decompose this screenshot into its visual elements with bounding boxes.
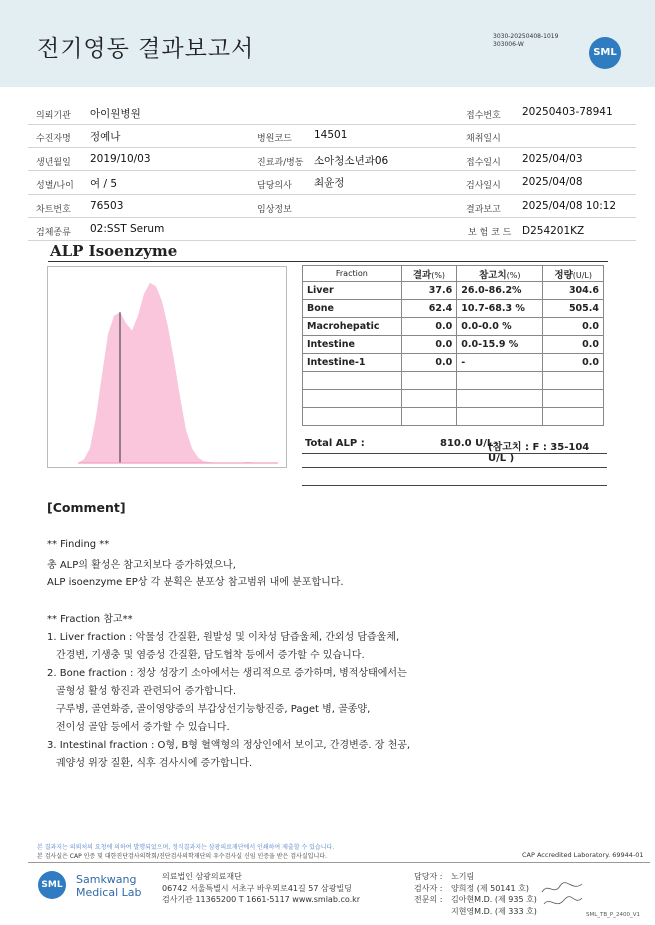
comment-line: 구루병, 골연화증, 골이영양증의 부갑상선기능항진증, Paget 병, 골종양, (56, 704, 371, 715)
fraction-name: Intestine-1 (303, 354, 402, 372)
report-date-label: 결과보고 (466, 205, 501, 215)
comment-line: 3. Intestinal fraction : O형, B형 혈액형의 정상인에서 보이고, 간경변증. 장 천공, (47, 740, 411, 751)
fraction-quantity: 304.6 (543, 282, 604, 300)
hospital-code-label: 병원코드 (257, 134, 292, 144)
footer-notice-2: 본 검사실은 CAP 인증 및 대한진단검사의학회/진단검사의학재단의 우수검사실 신임 인증을 받은 검사실입니다. (37, 853, 327, 860)
test-date-label: 검사일시 (466, 181, 501, 191)
cap-accreditation: CAP Accredited Laboratory. 69944-01 (522, 851, 644, 859)
hospital-code-value: 14501 (314, 129, 348, 141)
table-row (303, 300, 604, 318)
organization-contact: 검사기관 11365200 T 1661-5117 www.smlab.co.kr (162, 895, 361, 904)
sex-age-label: 성별/나이 (36, 181, 74, 191)
insurance-code-label: 보 험 코 드 (468, 228, 512, 238)
receipt-no-label: 접수번호 (466, 111, 501, 121)
fraction-name: Intestine (303, 336, 402, 354)
fraction-quantity: 0.0 (543, 336, 604, 354)
document-code: 3030-20250408-1019 (493, 33, 559, 40)
collection-date-label: 채취일시 (466, 134, 501, 144)
comment-line: ** Finding ** (47, 539, 110, 550)
header-quantity: 정량(U/L) (543, 266, 604, 282)
table-row-empty (303, 408, 604, 426)
header-result: 결과(%) (401, 266, 457, 282)
document-subcode: 303006-W (493, 41, 524, 48)
doctor-label: 담당의사 (257, 181, 292, 191)
comment-line: ALP isoenzyme EP상 각 분획은 분포상 참고범위 내에 분포합니다. (47, 577, 344, 588)
fraction-result: 0.0 (401, 318, 457, 336)
specialist-label: 전문의 : (414, 895, 443, 904)
electrophoresis-chart (47, 266, 287, 468)
comment-line: 1. Liver fraction : 악물성 간질환, 원발성 및 이차성 담즙울체, 간외성 담즙울체, (47, 632, 400, 643)
brand-name-line-2: Medical Lab (76, 886, 142, 899)
fraction-name: Liver (303, 282, 402, 300)
receipt-no-value: 20250403-78941 (522, 106, 613, 118)
tester-name: 양희정 (제 50141 호) (451, 884, 529, 893)
chart-no-value: 76503 (90, 200, 124, 212)
fraction-quantity: 0.0 (543, 354, 604, 372)
fraction-result: 37.6 (401, 282, 457, 300)
institution-value: 아이원병원 (90, 108, 141, 120)
comment-line: 골형성 활성 항진과 관련되어 증가합니다. (56, 686, 237, 697)
fraction-name: Macrohepatic (303, 318, 402, 336)
density-curve (78, 283, 278, 463)
comment-title: [Comment] (47, 500, 126, 515)
sex-age-value: 여 / 5 (90, 178, 118, 190)
footer-sml-logo: SML (38, 871, 66, 899)
brand-name-line-1: Samkwang (76, 873, 137, 886)
table-row (303, 354, 604, 372)
section-divider (48, 261, 608, 262)
comment-line: 2. Bone fraction : 정상 성장기 소아에서는 생리적으로 증가하며, 병적상태에서는 (47, 668, 407, 679)
receipt-date-label: 접수일시 (466, 158, 501, 168)
total-alp-reference: (참고치 : F : 35-104 U/L ) (488, 442, 590, 464)
fraction-result: 62.4 (401, 300, 457, 318)
department-label: 진료과/병동 (257, 158, 304, 168)
staff-name: 노기림 (451, 872, 475, 881)
form-code: SML_TB_P_2400_V1 (586, 912, 641, 918)
table-row (303, 282, 604, 300)
fraction-reference: 26.0-86.2% (457, 282, 543, 300)
dob-value: 2019/10/03 (90, 153, 151, 165)
table-header-row (303, 266, 604, 282)
specialist-name-1: 김아현M.D. (제 935 호) (451, 895, 537, 904)
chart-no-label: 차트번호 (36, 205, 71, 215)
institution-label: 의뢰기관 (36, 111, 71, 121)
organization-name: 의료법인 삼광의료재단 (162, 872, 242, 881)
fraction-name: Bone (303, 300, 402, 318)
table-row-empty (303, 372, 604, 390)
receipt-date-value: 2025/04/03 (522, 153, 583, 165)
total-alp-row (305, 438, 605, 464)
report-date-value: 2025/04/08 10:12 (522, 200, 617, 212)
signature-image (538, 876, 586, 914)
report-title: 전기영동 결과보고서 (37, 36, 255, 62)
patient-name-label: 수진자명 (36, 134, 71, 144)
test-date-value: 2025/04/08 (522, 176, 583, 188)
comment-line: 총 ALP의 활성은 참고치보다 증가하였으나, (47, 560, 236, 571)
total-alp-label: Total ALP : (305, 438, 365, 449)
comment-line: ** Fraction 참고** (47, 614, 133, 625)
specialist-name-2: 지현영M.D. (제 333 호) (451, 907, 537, 916)
specimen-value: 02:SST Serum (90, 223, 165, 235)
footer-notice-1: 본 결과지는 의뢰처의 요청에 의하여 발행되었으며, 정식결과지는 삼광의료재단에서 인쇄하여 제출할 수 있습니다. (37, 844, 335, 851)
fraction-reference: 0.0-15.9 % (457, 336, 543, 354)
fraction-reference: 0.0-0.0 % (457, 318, 543, 336)
staff-label: 담당자 : (414, 872, 443, 881)
clinical-info-label: 임상정보 (257, 205, 292, 215)
header-reference: 참고치(%) (457, 266, 543, 282)
total-alp-value: 810.0 U/L (440, 438, 494, 449)
patient-name-value: 정예나 (90, 131, 121, 143)
table-row-empty (303, 390, 604, 408)
doctor-value: 최윤정 (314, 177, 345, 189)
section-title: ALP Isoenzyme (50, 242, 178, 260)
fraction-table (302, 265, 604, 426)
comment-line: 전이성 골암 등에서 증가할 수 있습니다. (56, 722, 230, 733)
table-row (303, 336, 604, 354)
total-underline (302, 453, 607, 454)
organization-address: 06742 서울특별시 서초구 바우뫼로41길 57 삼광빌딩 (162, 884, 352, 893)
specimen-label: 검체종류 (36, 228, 71, 238)
table-row (303, 318, 604, 336)
electrophoresis-svg (48, 267, 286, 467)
insurance-code-value: D254201KZ (522, 225, 585, 237)
header-fraction: Fraction (303, 266, 402, 282)
fraction-result: 0.0 (401, 336, 457, 354)
comment-line: 궤양성 위장 질환, 식후 검사시에 증가합니다. (56, 758, 253, 769)
tester-label: 검사자 : (414, 884, 443, 893)
dob-label: 생년월일 (36, 158, 71, 168)
fraction-quantity: 505.4 (543, 300, 604, 318)
sml-logo: SML (589, 37, 621, 69)
fraction-result: 0.0 (401, 354, 457, 372)
fraction-quantity: 0.0 (543, 318, 604, 336)
comment-line: 간경변, 기생충 및 염증성 간질환, 담도협착 등에서 증가할 수 있습니다. (56, 650, 365, 661)
department-value: 소아청소년과06 (314, 155, 389, 167)
fraction-reference: 10.7-68.3 % (457, 300, 543, 318)
blank-line (302, 467, 607, 468)
fraction-reference: - (457, 354, 543, 372)
blank-line (302, 485, 607, 486)
